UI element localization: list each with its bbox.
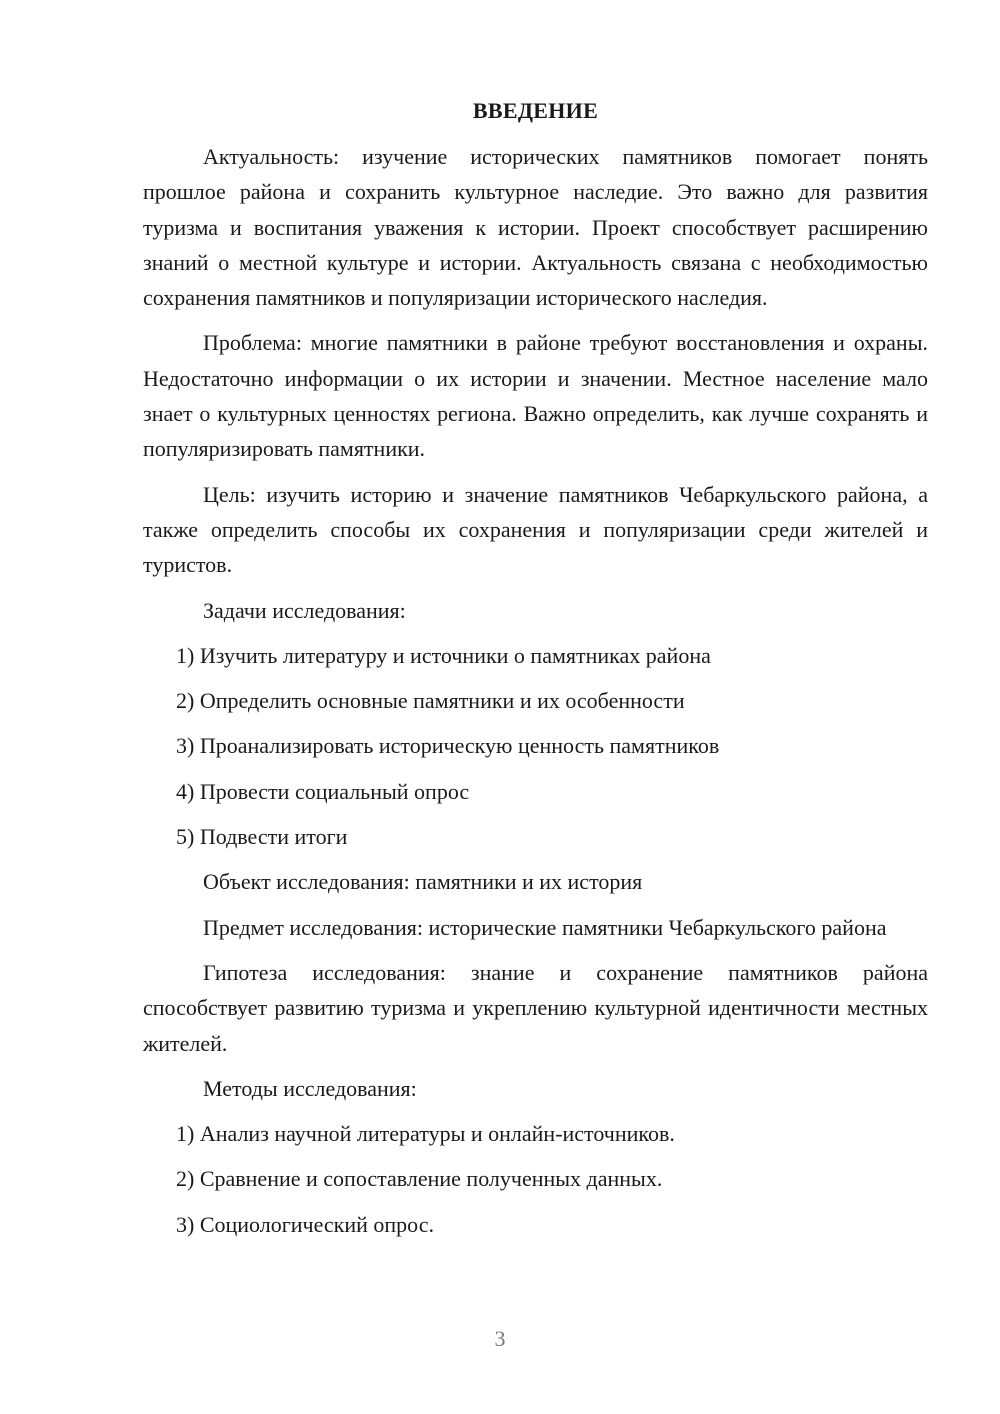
list-item: 5) Подвести итоги [176, 824, 348, 850]
list-item: 3) Социологический опрос. [176, 1211, 434, 1237]
list-item: 2) Сравнение и сопоставление полученных данных. [176, 1166, 663, 1192]
document-page [143, 95, 928, 1252]
section-heading: ВВЕДЕНИЕ [472, 98, 599, 123]
tasks-title: Задачи исследования: [203, 597, 406, 623]
list-item: 3) Проанализировать историческую ценность памятников [176, 733, 720, 759]
tasks-list [143, 638, 928, 854]
subject-paragraph: Предмет исследования: исторические памятники Чебаркульского района [203, 914, 887, 940]
page-number: 3 [494, 1326, 506, 1351]
relevance-paragraph: Актуальность: изучение исторических памятников помогает понять прошлое района и сохранить культурное наследие. Это важно для развития туризма и воспитания уважения к истории. Проект способствует расширению знаний о местной культуре и истории. Актуальность связана с необходимостью сохранения памятников и популяризации исторического наследия. [143, 144, 928, 311]
list-item: 1) Изучить литературу и источники о памятниках района [176, 642, 711, 668]
hypothesis-paragraph: Гипотеза исследования: знание и сохранение памятников района способствует развитию туризма и укреплению культурной идентичности местных жителей. [143, 959, 928, 1056]
methods-list [143, 1116, 928, 1242]
object-paragraph: Объект исследования: памятники и их история [203, 869, 643, 895]
problem-paragraph: Проблема: многие памятники в районе требуют восстановления и охраны. Недостаточно информации о их истории и значении. Местное население мало знает о культурных ценностях региона. Важно определить, как лучше сохранять и популяризировать памятники. [143, 330, 928, 462]
goal-paragraph: Цель: изучить историю и значение памятников Чебаркульского района, а также определить способы их сохранения и популяризации среди жителей и туристов. [143, 481, 928, 578]
list-item: 2) Определить основные памятники и их особенности [176, 688, 685, 714]
list-item: 4) Провести социальный опрос [176, 778, 470, 804]
methods-title: Методы исследования: [203, 1075, 417, 1101]
list-item: 1) Анализ научной литературы и онлайн-источников. [176, 1121, 675, 1147]
